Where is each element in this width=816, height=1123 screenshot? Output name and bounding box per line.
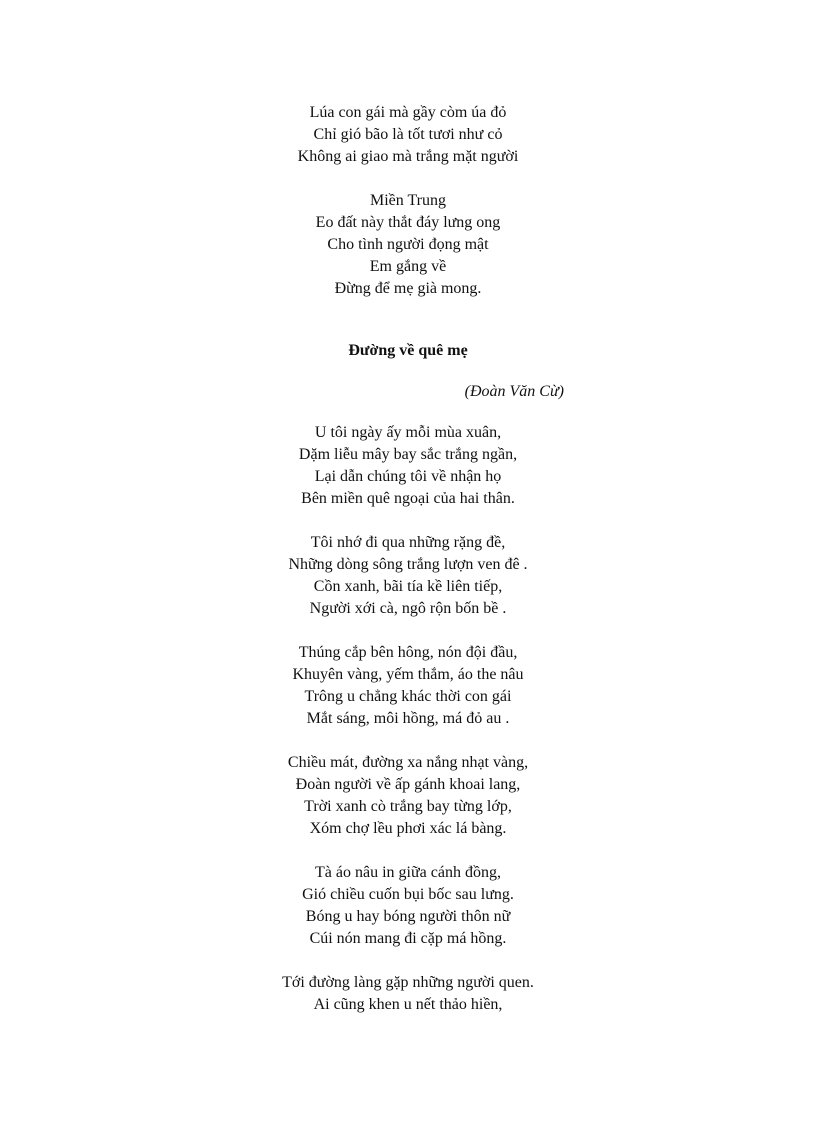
verse-line: Tới đường làng gặp những người quen. <box>282 974 534 991</box>
verse-line: Lại dẫn chúng tôi về nhận họ <box>314 468 502 485</box>
poem-title: Đường về quê mẹ <box>348 342 468 359</box>
stanza <box>0 422 816 510</box>
intro-verses <box>0 102 816 300</box>
verse-line: Tà áo nâu in giữa cánh đồng, <box>315 864 501 881</box>
poem-author: (Đoàn Văn Cừ) <box>464 383 564 400</box>
verse-line: Bóng u hay bóng người thôn nữ <box>305 908 511 925</box>
verse-line: Trông u chẳng khác thời con gái <box>304 688 512 705</box>
verse-line: U tôi ngày ấy mỗi mùa xuân, <box>314 424 502 441</box>
verse-line: Bên miền quê ngoại của hai thân. <box>301 490 515 507</box>
stanza <box>0 532 816 620</box>
verse-line: Cúi nón mang đi cặp má hồng. <box>309 930 507 947</box>
verse-line: Cồn xanh, bãi tía kề liên tiếp, <box>313 578 503 595</box>
stanza <box>0 972 816 1016</box>
verse-line: Mắt sáng, môi hồng, má đỏ au . <box>306 710 510 727</box>
verse-line: Miền Trung <box>369 192 447 209</box>
verse-line: Lúa con gái mà gầy còm úa đỏ <box>309 104 507 121</box>
document-page <box>0 102 816 1016</box>
verse-line: Dặm liễu mây bay sắc trắng ngần, <box>298 446 518 463</box>
verse-line: Không ai giao mà trắng mặt người <box>297 148 519 165</box>
verse-line: Eo đất này thắt đáy lưng ong <box>315 214 501 231</box>
verse-line: Đừng để mẹ già mong. <box>334 280 482 297</box>
stanza <box>0 642 816 730</box>
verse-line: Tôi nhớ đi qua những rặng đề, <box>310 534 506 551</box>
verse-line: Chỉ gió bão là tốt tươi như cỏ <box>313 126 503 143</box>
stanza <box>0 862 816 950</box>
verse-line: Xóm chợ lều phơi xác lá bàng. <box>309 820 507 837</box>
poem-body <box>0 422 816 1016</box>
stanza <box>0 190 816 300</box>
verse-line: Chiều mát, đường xa nắng nhạt vàng, <box>287 754 529 771</box>
verse-line: Người xới cà, ngô rộn bốn bề . <box>309 600 507 617</box>
verse-line: Đoàn người về ấp gánh khoai lang, <box>295 776 521 793</box>
verse-line: Những dòng sông trắng lượn ven đê . <box>288 556 528 573</box>
verse-line: Ai cũng khen u nết thảo hiền, <box>313 996 503 1013</box>
verse-line: Thúng cắp bên hông, nón đội đầu, <box>298 644 518 661</box>
verse-line: Em gắng về <box>369 258 447 275</box>
verse-line: Cho tình người đọng mật <box>327 236 489 253</box>
stanza <box>0 102 816 168</box>
verse-line: Khuyên vàng, yếm thắm, áo the nâu <box>292 666 524 683</box>
verse-line: Gió chiều cuốn bụi bốc sau lưng. <box>302 886 514 903</box>
verse-line: Trời xanh cò trắng bay từng lớp, <box>304 798 512 815</box>
stanza <box>0 752 816 840</box>
